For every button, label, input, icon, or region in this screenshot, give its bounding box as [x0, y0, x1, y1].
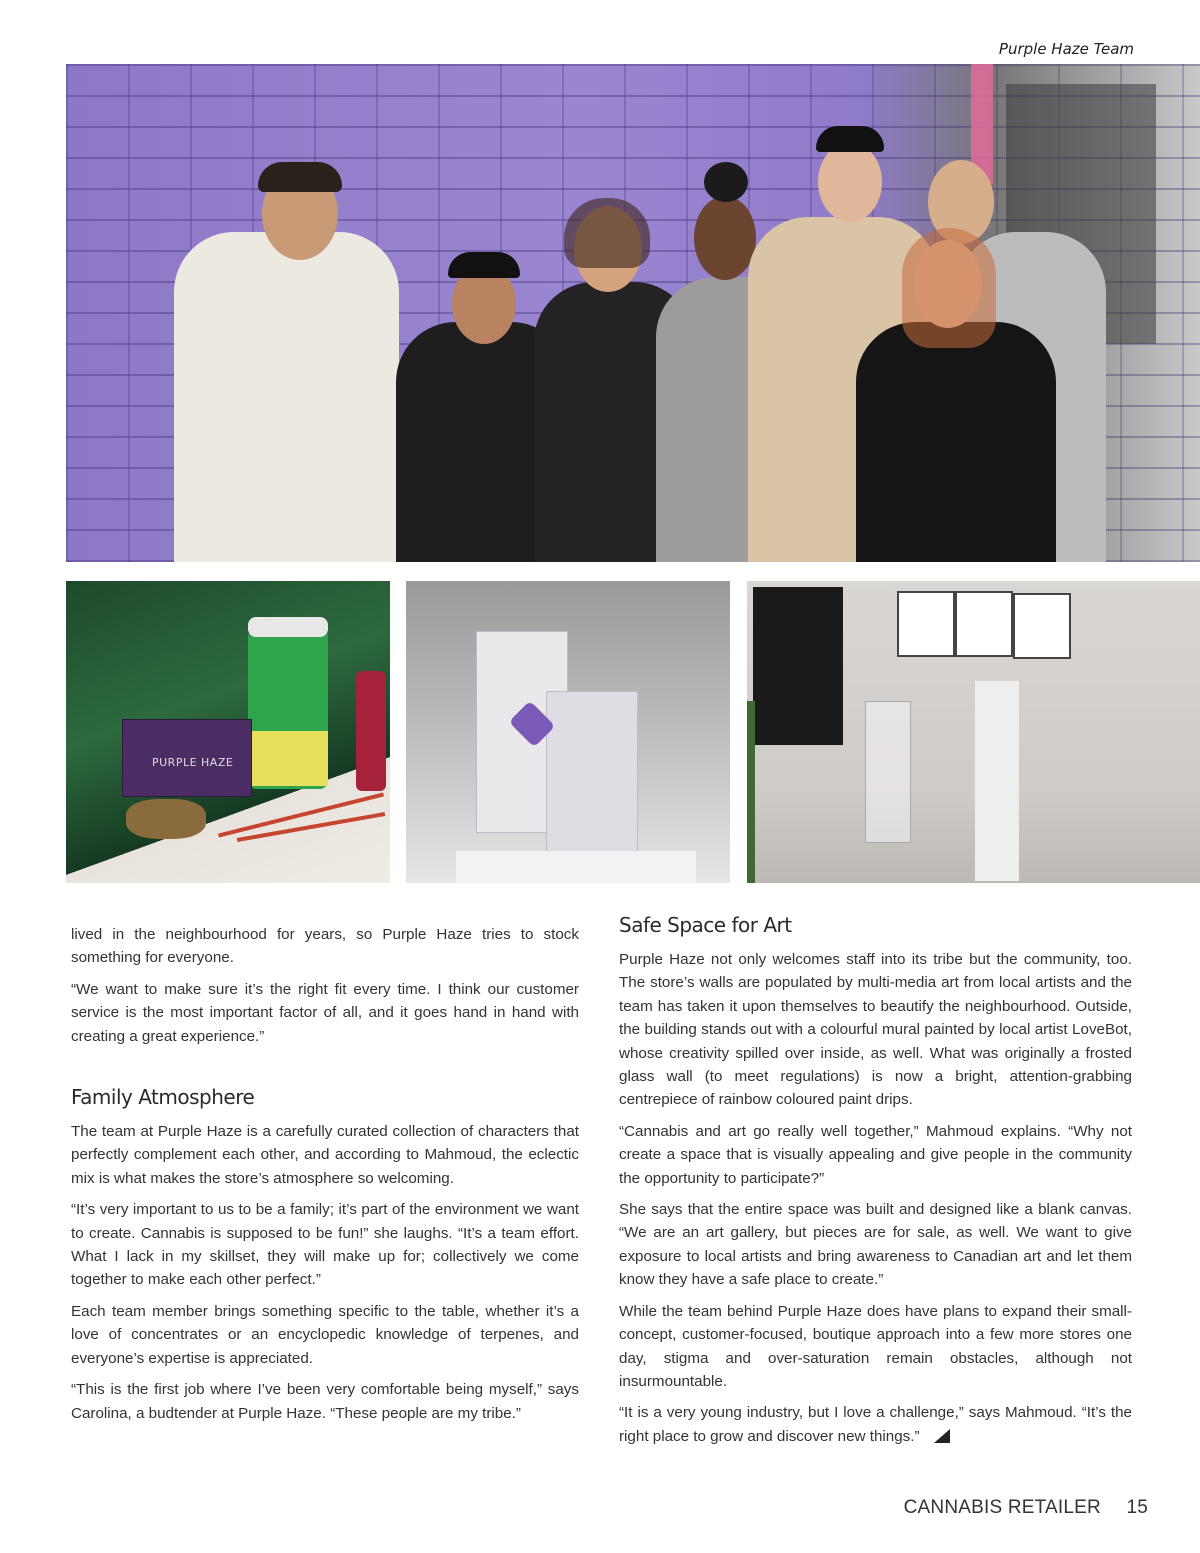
sculpture-photo: [406, 581, 730, 883]
section-heading-safe-space: Safe Space for Art: [619, 913, 792, 937]
paragraph: Each team member brings something specific to the table, whether it’s a love of concentrates or an encyclopedic knowledge of terpenes, and everyone’s expertise is appreciated.: [71, 1302, 579, 1367]
store-interior-photo: [747, 581, 1200, 883]
paragraph: “Cannabis and art go really well together,” Mahmoud explains. “Why not create a space that is visually appealing and give people in the community the opportunity to participate?”: [619, 1122, 1132, 1187]
left-column: [71, 923, 579, 1433]
publication-name: CANNABIS RETAILER: [903, 1497, 1101, 1518]
page-number: 15: [1126, 1497, 1148, 1518]
photo-caption: Purple Haze Team: [998, 40, 1134, 58]
product-photo: [66, 581, 390, 883]
end-of-article-icon: [934, 1429, 950, 1443]
right-column: [619, 912, 1132, 1456]
paragraph: The team at Purple Haze is a carefully curated collection of characters that perfectly complement each other, and according to Mahmoud, the eclectic mix is what makes the store’s atmosphere so welcoming.: [71, 1123, 579, 1187]
paragraph: While the team behind Purple Haze does have plans to expand their small-concept, customer-focused, boutique approach into a few more stores one day, stigma and over-saturation remain obstacles, although not insurmountable.: [619, 1302, 1132, 1390]
section-heading-family-atmosphere: Family Atmosphere: [71, 1085, 255, 1110]
paragraph: “We want to make sure it’s the right fit every time. I think our customer service is the most important factor of all, and it goes hand in hand with creating a great experience.”: [71, 980, 579, 1045]
paragraph: She says that the entire space was built and designed like a blank canvas. “We are an art gallery, but pieces are for sale, as well. We want to give exposure to local artists and bring awareness to Canadian art and let them know they have a safe place to create.”: [619, 1201, 1132, 1289]
product-box-label: PURPLE HAZE: [152, 756, 234, 769]
final-paragraph-text: “It is a very young industry, but I love a challenge,” says Mahmoud. “It’s the right place to grow and discover new things.”: [619, 1404, 1132, 1445]
paragraph: “It’s very important to us to be a family; it’s part of the environment we want to create. Cannabis is supposed to be fun!” she laughs. “It’s a team effort. What I lack in my skillset, they will make up for; collectively we come together to make each other perfect.”: [71, 1201, 579, 1289]
page-footer: [904, 1497, 1148, 1519]
paragraph: “This is the first job where I’ve been very comfortable being myself,” says Carolina, a budtender at Purple Haze. “These people are my tribe.”: [71, 1381, 579, 1422]
paragraph: [619, 1401, 1132, 1448]
team-photo: [66, 64, 1200, 562]
paragraph: lived in the neighbourhood for years, so Purple Haze tries to stock something for everyone.: [71, 926, 579, 967]
paragraph: Purple Haze not only welcomes staff into its tribe but the community, too. The store’s walls are populated by multi-media art from local artists and the team has taken it upon themselves to beautify the neighbourhood. Outside, the building stands out with a colourful mural painted by local artist LoveBot, whose creativity spilled over inside, as well. What was originally a frosted glass wall (to meet regulations) is now a bright, attention-grabbing centrepiece of rainbow coloured paint drips.: [619, 951, 1132, 1109]
